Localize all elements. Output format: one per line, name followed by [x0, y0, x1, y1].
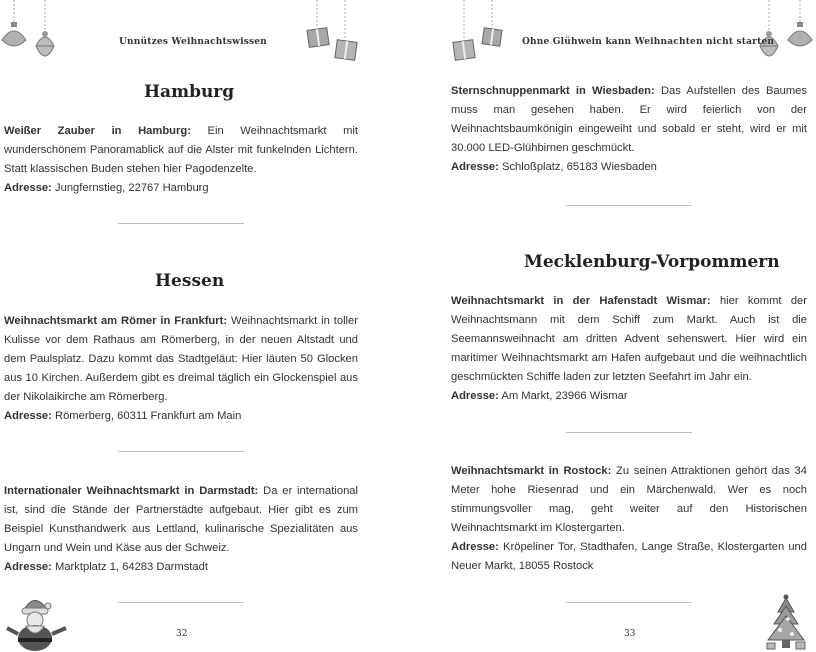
section-title-hamburg: Hamburg — [144, 82, 235, 102]
hanging-bauble-ornaments-icon — [752, 0, 816, 68]
address-value: Schloßplatz, 65183 Wiesbaden — [498, 161, 657, 173]
address-label: Adresse: — [4, 410, 52, 422]
section-divider — [118, 223, 244, 224]
entry-name: Internationaler Weihnachtsmarkt in Darmstadt: — [4, 485, 259, 497]
entry-name: Weihnachtsmarkt in Rostock: — [451, 465, 612, 477]
santa-icon — [4, 592, 70, 652]
address-value: Am Markt, 23966 Wismar — [498, 390, 628, 402]
address-value: Jungfernstieg, 22767 Hamburg — [51, 182, 209, 194]
entry-hamburg-weisser-zauber — [4, 122, 358, 198]
hanging-gift-ornaments-icon — [450, 0, 506, 68]
address-label: Adresse: — [4, 182, 52, 194]
entry-wiesbaden — [451, 82, 807, 177]
page-number: 32 — [176, 629, 188, 639]
address-value: Römerberg, 60311 Frankfurt am Main — [51, 410, 242, 422]
entry-text: Da er international ist, sind die Stände der Partnerstädte aufgebaut. Hier gibt es zum Beispiel Kunsthandwerk aus Lettland, kulinarische Spezialitäten aus Ungarn und Wein und Käse aus der Schweiz. — [4, 485, 358, 554]
section-title-mecklenburg-vorpommern: Mecklenburg-Vorpommern — [524, 252, 780, 272]
entry-name: Weihnachtsmarkt in der Hafenstadt Wismar: — [451, 295, 711, 307]
right-page — [408, 0, 816, 652]
section-divider — [118, 602, 244, 603]
entry-text: hier kommt der Weihnachtsmann mit dem Schiff zum Markt. Auch ist die Seemannsweihnacht am dritten Advent sehenswert. Hier wird ein maritimer Weihnachtsmarkt am Hafen aufgebaut und die weihnachtlich geschmückten Schiffe laden zur letzten Seefahrt im Jahr ein. — [451, 295, 808, 383]
entry-wismar — [451, 292, 807, 406]
address-value: Kröpeliner Tor, Stadthafen, Lange Straße, Klostergarten und Neuer Markt, 18055 Rostock — [451, 541, 807, 572]
entry-name: Weihnachtsmarkt am Römer in Frankfurt: — [4, 315, 228, 327]
entry-name: Weißer Zauber in Hamburg: — [4, 125, 191, 137]
address-value: Marktplatz 1, 64283 Darmstadt — [51, 561, 208, 573]
entry-darmstadt — [4, 482, 358, 577]
address-label: Adresse: — [451, 161, 499, 173]
entry-text: Zu seinen Attraktionen gehört das 34 Meter hohe Riesenrad und ein Märchenwald. Wer es noch stimmungsvoller mag, geht weiter auf den Historischen Weihnachtsmarkt im Klostergarten. — [451, 465, 807, 534]
address-label: Adresse: — [451, 541, 499, 553]
hanging-bauble-ornaments-icon — [0, 0, 64, 68]
section-title-hessen: Hessen — [155, 271, 225, 291]
entry-rostock — [451, 462, 807, 576]
entry-frankfurt-roemer — [4, 312, 358, 426]
section-divider — [566, 205, 692, 206]
entry-text: Ein Weihnachtsmarkt mit wunderschönem Panoramablick auf die Alster mit funkelnden Lichtern. Statt klassischen Buden stehen hier Pagodenzelte. — [4, 125, 358, 175]
entry-text: Das Aufstellen des Baumes muss man gesehen haben. Er wird feierlich von der Weihnachtsbaumkönigin eingeweiht und sobald er steht, wird er mit 30.000 LED-Glühbirnen geschmückt. — [451, 85, 807, 154]
hanging-gift-ornaments-icon — [300, 0, 364, 68]
entry-name: Sternschnuppenmarkt in Wiesbaden: — [451, 85, 655, 97]
christmas-tree-icon — [760, 594, 812, 652]
page-number: 33 — [624, 629, 636, 639]
entry-text: Weihnachtsmarkt in toller Kulisse vor dem Rathaus am Römerberg, in der neuen Altstadt und dem Paulsplatz. Dazu kommt das Stadtgeläut: Hier läuten 50 Glocken aus 10 Kirchen. Außerdem gibt es dreimal täglich ein Glockenspiel aus der Nikolaikirche am Römerberg. — [4, 315, 358, 403]
address-label: Adresse: — [4, 561, 52, 573]
section-divider — [118, 451, 244, 452]
section-divider — [566, 602, 692, 603]
section-divider — [566, 432, 692, 433]
address-label: Adresse: — [451, 390, 499, 402]
running-head: Unnützes Weihnachtswissen — [119, 37, 267, 47]
running-head: Ohne Glühwein kann Weihnachten nicht starten — [522, 37, 775, 47]
